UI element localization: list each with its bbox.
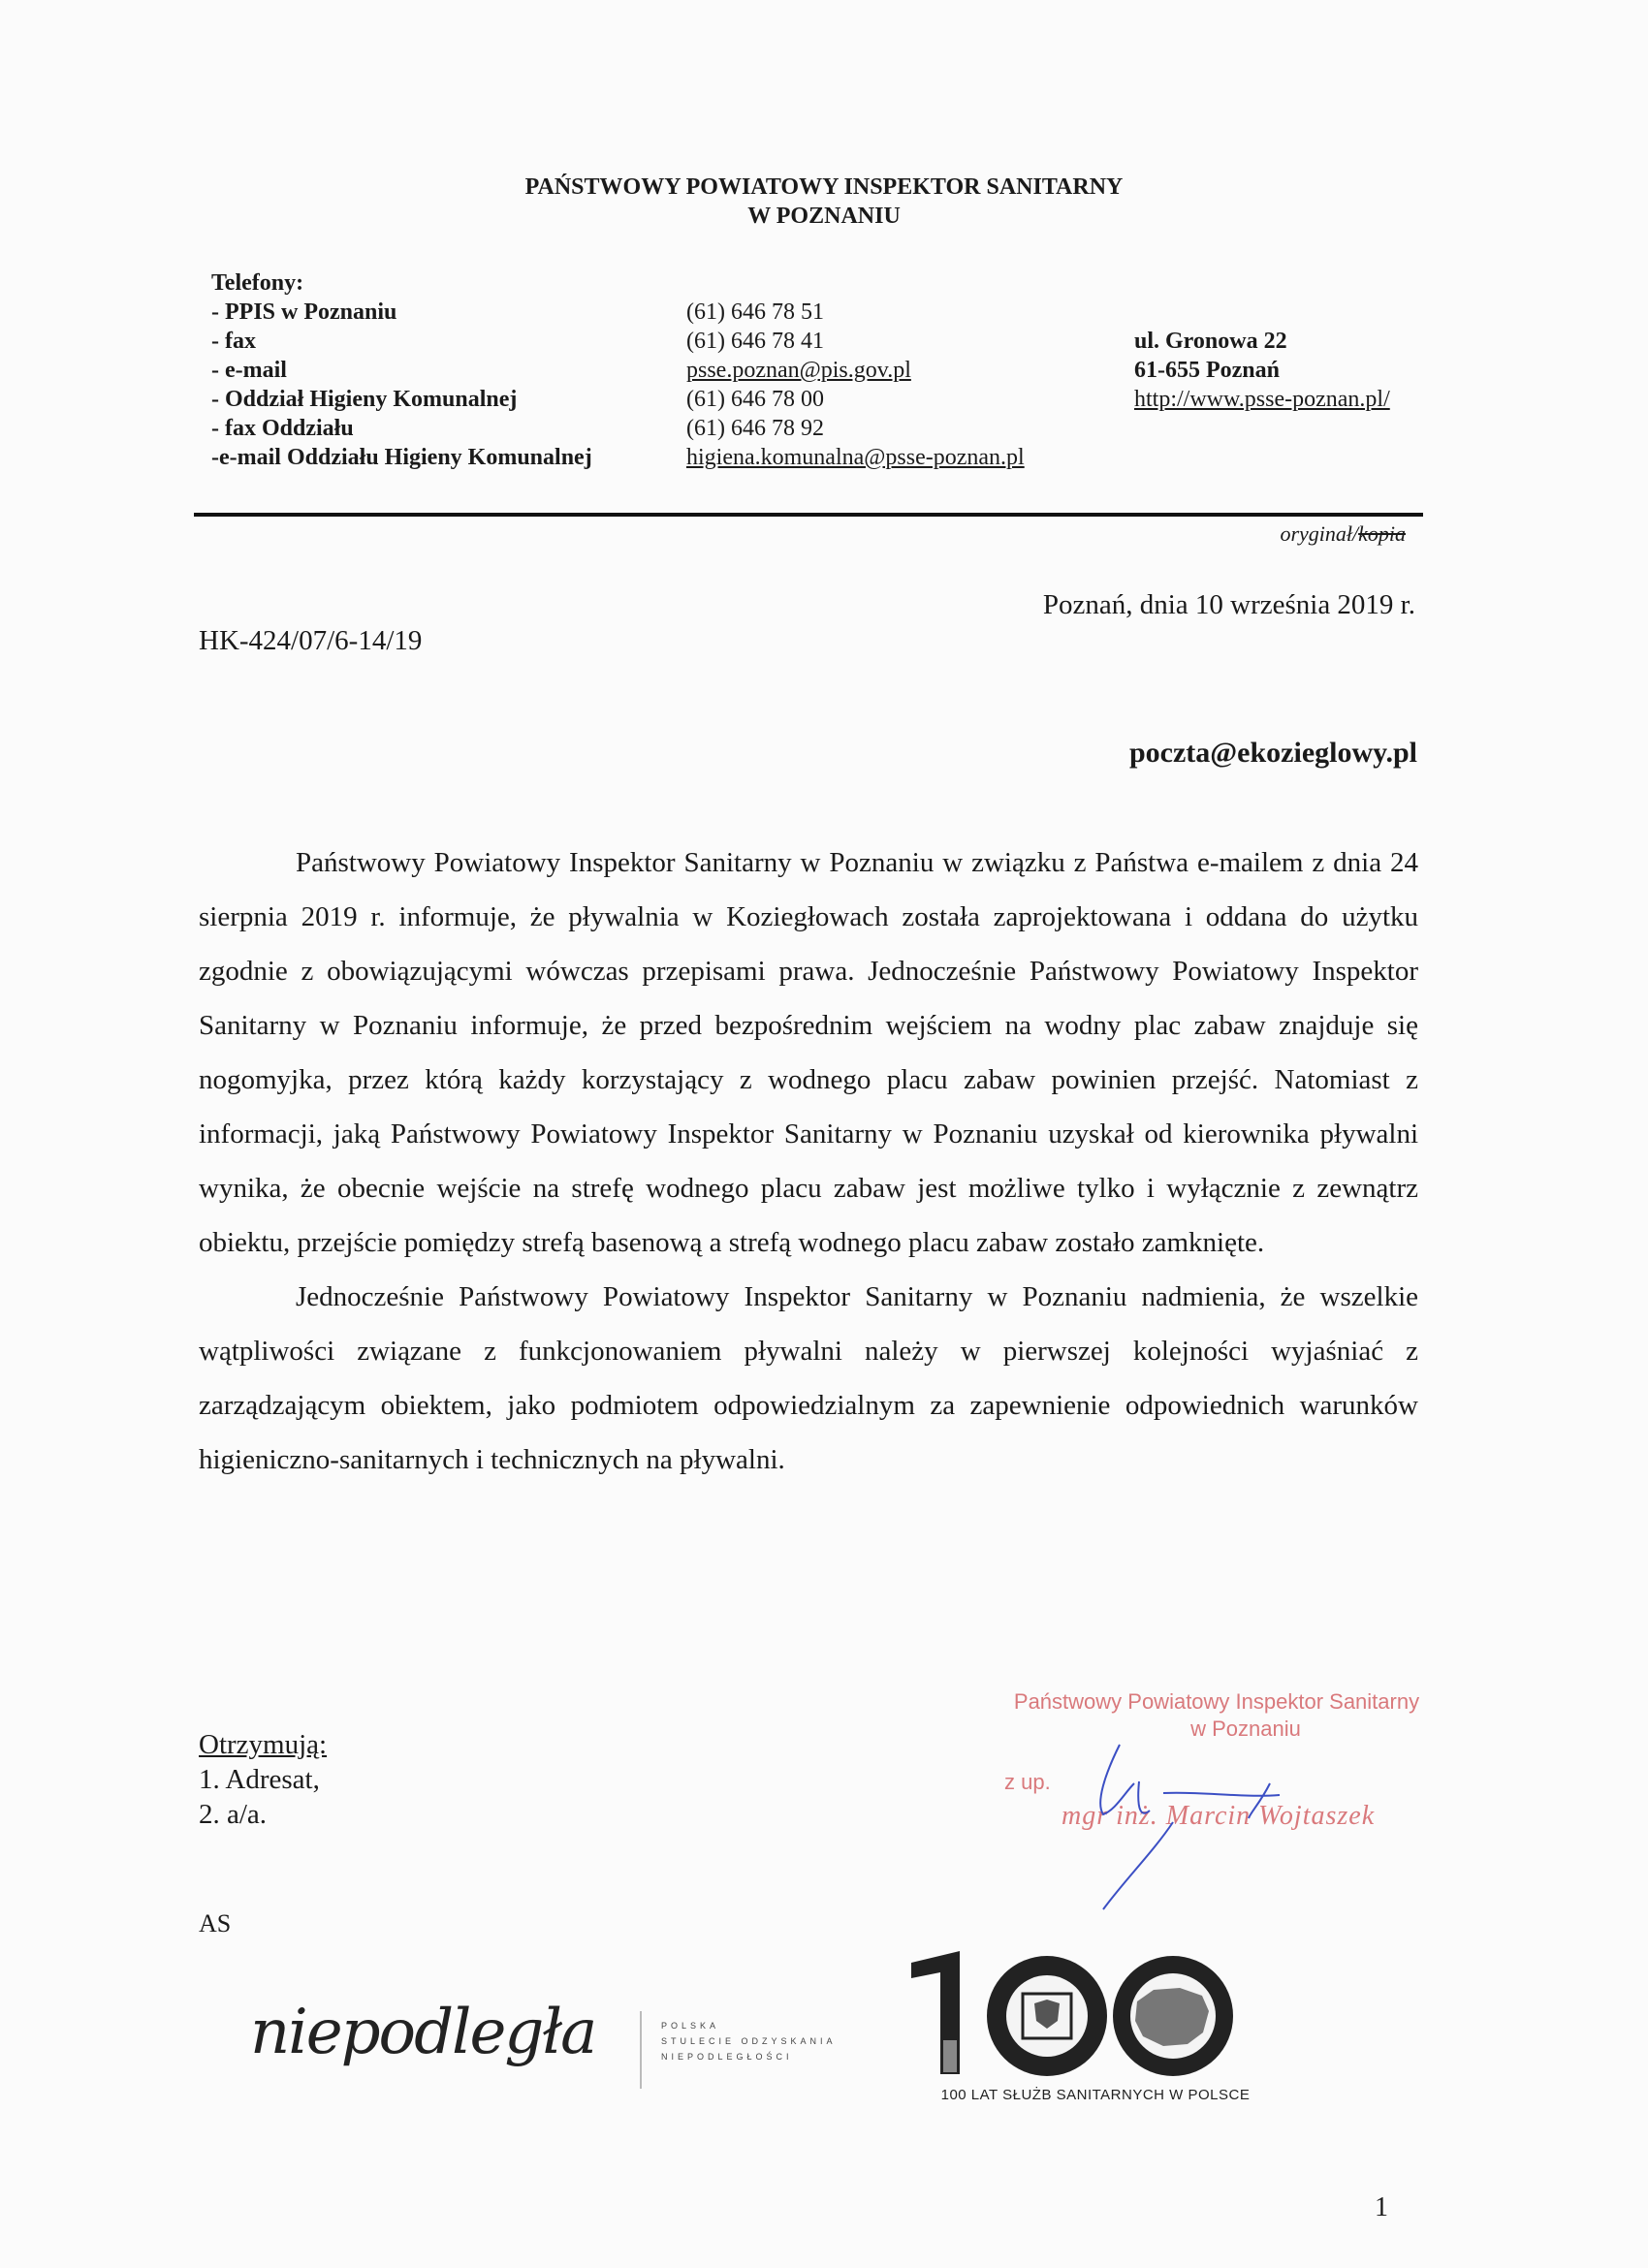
contact-value-fax: (61) 646 78 92 — [686, 416, 824, 441]
handwritten-signature — [1028, 1725, 1347, 1919]
contact-label: - Oddział Higieny Komunalnej — [211, 387, 518, 412]
status-copy: kopia — [1358, 521, 1406, 546]
distribution-item: 1. Adresat, — [199, 1764, 320, 1795]
recipient-email: poczta@ekozieglowy.pl — [1128, 737, 1417, 769]
contacts-heading: Telefony: — [211, 270, 304, 296]
small-text-line: STULECIE ODZYSKANIA — [661, 2036, 837, 2046]
body-paragraph: Państwowy Powiatowy Inspektor Sanitarny w Poznaniu w związku z Państwa e-mailem z dnia 24 sierpnia 2019 r. informuje, że pływalnia w Koziegłowach została zaprojektowana i oddana do użytku zgodnie z obowiązującymi wówczas przepisami prawa. Jednocześnie Państwowy Powiatowy Inspektor Sanitarny w Poznaniu informuje, że przed bezpośrednim wejściem na wodny plac zabaw znajduje się nogomyjka, przez którą każdy korzystający z wodnego placu zabaw powinien przejść. Natomiast z informacji, jaką Państwowy Powiatowy Inspektor Sanitarny w Poznaniu uzyskał od kierownika pływalni wynika, że obecnie wejście na strefę wodnego placu zabaw jest możliwe tylko i wyłącznie z zewnątrz obiektu, przejście pomiędzy strefą basenową a strefą wodnego placu zabaw zostało zamknięte. — [199, 847, 1418, 1258]
stamp-name: mgr inż. Marcin Wojtaszek — [1062, 1801, 1376, 1831]
niepodlegla-small-text — [661, 2018, 837, 2064]
small-text-line: NIEPODLEGŁOŚCI — [661, 2052, 793, 2062]
header-divider — [194, 513, 1423, 517]
contact-email-link[interactable]: higiena.komunalna@psse-poznan.pl — [686, 445, 1025, 470]
letter-body — [199, 835, 1418, 1487]
small-text-line: POLSKA — [661, 2021, 720, 2031]
niepodlegla-logo: niepodległa — [250, 1997, 596, 2068]
website-link[interactable]: http://www.psse-poznan.pl/ — [1134, 387, 1390, 412]
sanitary-100-logo — [906, 1943, 1275, 2084]
stamp-zup: z up. — [1004, 1770, 1051, 1794]
contact-value-fax: (61) 646 78 41 — [686, 329, 824, 354]
body-paragraph: Jednocześnie Państwowy Powiatowy Inspektor Sanitarny w Poznaniu nadmienia, że wszelkie wątpliwości związane z funkcjonowaniem pływalni należy w pierwszej kolejności wyjaśniać z zarządzającym obiektem, jako podmiotem odpowiedzialnym za zapewnienie odpowiednich warunków higieniczno-sanitarnych i technicznych na pływalni. — [199, 1281, 1418, 1475]
address-block — [1134, 327, 1435, 414]
letterhead-title — [0, 173, 1648, 231]
status-original: oryginał/ — [1280, 521, 1359, 546]
contact-email-link[interactable]: psse.poznan@pis.gov.pl — [686, 358, 911, 383]
reference-number: HK-424/07/6-14/19 — [199, 625, 423, 656]
page-number: 1 — [1375, 2192, 1388, 2222]
contact-label: - e-mail — [211, 358, 287, 383]
distribution-item: 2. a/a. — [199, 1799, 268, 1830]
address-street: ul. Gronowa 22 — [1134, 329, 1287, 354]
address-city: 61-655 Poznań — [1134, 358, 1280, 383]
contacts-values — [686, 298, 1132, 472]
stamp-line2: w Poznaniu — [1190, 1717, 1301, 1741]
place-date: Poznań, dnia 10 września 2019 r. — [1042, 589, 1415, 620]
sanitary-100-caption: 100 LAT SŁUŻB SANITARNYCH W POLSCE — [940, 2087, 1251, 2103]
contact-value-phone: (61) 646 78 00 — [686, 387, 824, 412]
letterhead-title-line2: W POZNANIU — [747, 204, 901, 229]
contact-value-phone: (61) 646 78 51 — [686, 299, 824, 325]
distribution-heading: Otrzymują: — [199, 1729, 328, 1760]
stamp-line1: Państwowy Powiatowy Inspektor Sanitarny — [1013, 1689, 1420, 1714]
contact-label: - PPIS w Poznaniu — [211, 299, 397, 325]
contact-label: - fax — [211, 329, 256, 354]
contact-label: -e-mail Oddziału Higieny Komunalnej — [211, 445, 592, 470]
document-status — [1163, 521, 1406, 547]
contacts-labels — [211, 298, 677, 472]
distribution-list — [199, 1727, 327, 1832]
author-initials: AS — [199, 1909, 232, 1937]
letterhead-title-line1: PAŃSTWOWY POWIATOWY INSPEKTOR SANITARNY — [524, 174, 1124, 200]
contact-label: - fax Oddziału — [211, 416, 354, 441]
footer-separator — [640, 2011, 642, 2089]
